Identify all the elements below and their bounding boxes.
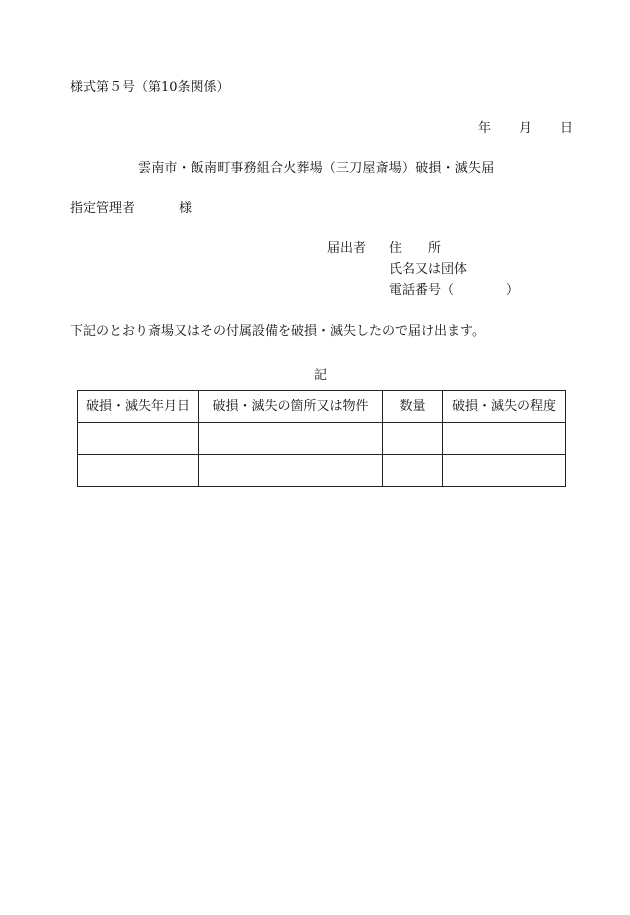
table-row: [78, 455, 566, 487]
phone-close-paren: ）: [506, 283, 520, 298]
column-header-quantity: 数量: [383, 391, 443, 423]
date-line: [478, 121, 573, 137]
table-cell: [383, 455, 443, 487]
address-label-part-2: 所: [428, 241, 442, 256]
applicant-label: 届出者: [327, 241, 367, 256]
addressee-name: 指定管理者: [70, 201, 136, 216]
addressee-honorific: 様: [179, 201, 193, 216]
date-year-label: 年: [478, 121, 492, 136]
document-title: 雲南市・飯南町事務組合火葬場（三刀屋斎場）破損・滅失届: [138, 161, 495, 176]
address-label-part-1: 住: [389, 241, 403, 256]
table-row: [78, 423, 566, 455]
table-cell: [78, 455, 199, 487]
table-cell: [199, 423, 383, 455]
phone-open-paren: （: [441, 283, 455, 298]
table-cell: [383, 423, 443, 455]
column-header-extent: 破損・滅失の程度: [443, 391, 566, 423]
date-month-label: 月: [519, 121, 533, 136]
damage-table: [77, 390, 566, 487]
address-field-label: [389, 241, 441, 257]
addressee: [70, 201, 192, 217]
date-day-label: 日: [560, 121, 574, 136]
table-cell: [78, 423, 199, 455]
table-cell: [443, 455, 566, 487]
body-text: 下記のとおり斎場又はその付属設備を破損・滅失したので届け出ます。: [70, 324, 485, 339]
table-cell: [443, 423, 566, 455]
column-header-location: 破損・滅失の箇所又は物件: [199, 391, 383, 423]
note-heading: 記: [314, 368, 328, 383]
phone-label: 電話番号: [389, 283, 442, 298]
form-number: 様式第５号（第10条関係）: [70, 80, 230, 95]
table-header-row: [78, 391, 566, 423]
name-field-label: 氏名又は団体: [389, 262, 468, 277]
table-cell: [199, 455, 383, 487]
phone-field-label: [389, 283, 519, 299]
column-header-date: 破損・滅失年月日: [78, 391, 199, 423]
